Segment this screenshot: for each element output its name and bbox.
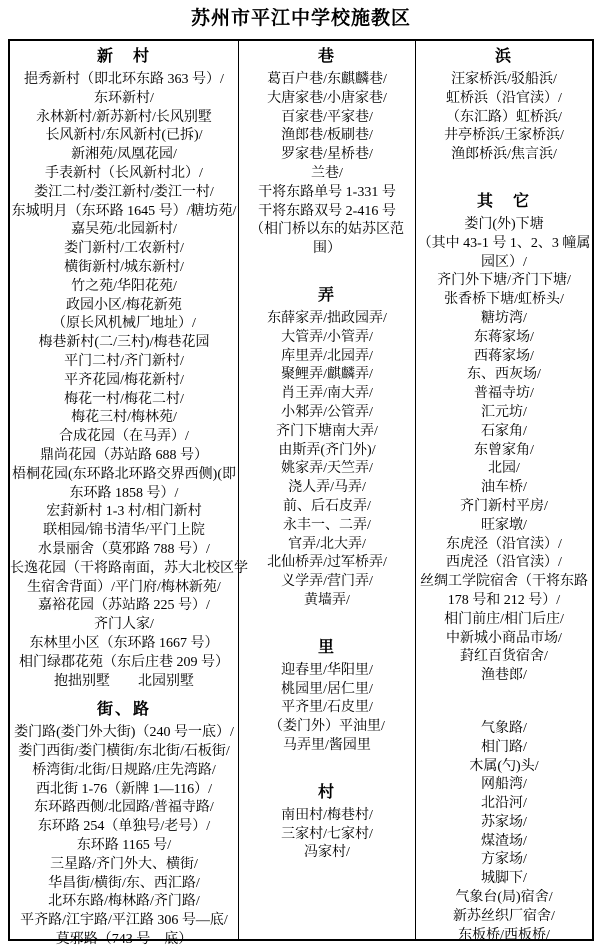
district-line: 葑红百货宿舍/ [460, 649, 548, 665]
district-line: 东板桥/西板桥/ [458, 927, 550, 943]
district-line: 井亭桥浜/王家桥浜/ [444, 128, 564, 144]
district-line: 丝绸工学院宿舍（干将东路 [420, 574, 588, 590]
district-line: 鼎尚花园（苏站路 688 号） [40, 447, 208, 463]
district-line: 娄江二村/娄江新村/娄江一村/ [34, 184, 214, 200]
district-line: 张香桥下塘/虹桥头/ [444, 292, 564, 308]
district-line: 娄门新村/工农新村/ [64, 241, 184, 257]
district-line: 煤渣场/ [481, 833, 527, 849]
district-line: 东虎泾（沿官渎）/ [446, 536, 562, 552]
district-line: 石家角/ [481, 423, 527, 439]
district-line: 气象台(局)宿舍/ [455, 890, 553, 906]
district-line: 西虎泾（沿官渎）/ [446, 555, 562, 571]
district-line: 北沿河/ [481, 796, 527, 812]
district-line: 嘉裕花园（苏站路 225 号）/ [38, 598, 210, 614]
section-header: 弄 [317, 286, 336, 304]
district-line: 旺家墩/ [481, 517, 527, 533]
district-line: 聚鲤弄/麒麟弄/ [281, 367, 373, 383]
district-line: 政园小区/梅花新苑 [66, 297, 182, 313]
district-line: 冯家村/ [304, 845, 350, 861]
section-header: 新 村 [96, 48, 151, 65]
district-line: 嘉吴苑/北园新村/ [71, 222, 177, 238]
district-line: 娄门(外)下塘 [464, 216, 544, 232]
district-line: （东汇路）虹桥浜/ [446, 109, 562, 125]
district-line: （其中 43-1 号 1、2、3 幢属 [417, 235, 591, 251]
district-line: 娄门西街/娄门横街/东北街/石板街/ [18, 744, 230, 760]
district-line: 横街新村/城东新村/ [64, 259, 184, 275]
district-line: 长风新村/东风新村(已拆)/ [45, 128, 203, 144]
district-line: 新湘苑/凤凰花园/ [71, 147, 177, 163]
district-line: 梅巷新村(二/三村)/梅巷花园 [38, 335, 210, 351]
district-line: 手表新村（长风新村北）/ [45, 165, 203, 181]
section-header: 村 [317, 783, 336, 801]
district-line: 莫邪路（743 号—底） [55, 932, 193, 948]
district-line: 平齐花园/梅花新村/ [64, 372, 184, 388]
district-line: 抱拙别墅 北园别墅 [54, 673, 194, 689]
district-line: 东、西灰场/ [467, 367, 541, 383]
district-line: 齐门人家/ [94, 617, 154, 633]
district-line: 东薛家弄/拙政园弄/ [267, 310, 387, 326]
district-line: 梅花三村/梅林苑/ [71, 410, 177, 426]
column-2 [239, 41, 416, 939]
district-line: 竹之苑/华阳花苑/ [71, 278, 177, 294]
column-3 [416, 41, 592, 943]
district-line: 中新城小商品市场/ [446, 630, 562, 646]
district-line: 长逸花园（干将路南面，苏大北校区学 [10, 560, 248, 576]
district-line: 三家村/七家村/ [281, 826, 373, 842]
district-line: 平齐里/石皮里/ [281, 700, 373, 716]
district-line: 水景丽舍（莫邪路 788 号）/ [38, 541, 210, 557]
district-line: 娄门路(娄门外大街)（240 号一底）/ [14, 725, 234, 741]
district-line: 肖王弄/南大弄/ [281, 386, 373, 402]
district-line: 园区）/ [481, 254, 527, 270]
district-line: 罗家巷/星桥巷/ [281, 147, 373, 163]
district-line: 官弄/北大弄/ [288, 536, 366, 552]
district-line: 齐门外下塘/齐门下塘/ [437, 273, 571, 289]
district-line: 前、后石皮弄/ [283, 498, 371, 514]
district-line: 渔巷郎/ [481, 668, 527, 684]
district-line: 马弄里/酱园里 [283, 737, 371, 753]
district-line: 东环路 254（单独号/老号）/ [37, 819, 211, 835]
district-table [8, 39, 594, 948]
district-line: 西蒋家场/ [474, 348, 534, 364]
district-line: 东林里小区（东环路 1667 号） [29, 635, 219, 651]
district-line: 黄墙弄/ [304, 592, 350, 608]
district-line: （相门桥以东的姑苏区范 [250, 222, 404, 238]
district-line: 永林新村/新苏新村/长风别墅 [36, 109, 212, 125]
district-line: 北环东路/梅林路/齐门路/ [48, 894, 200, 910]
district-line: 汇元坊/ [481, 404, 527, 420]
district-line: 渔郎桥浜/焦言浜/ [451, 147, 557, 163]
district-line: 梅花一村/梅花二村/ [64, 391, 184, 407]
district-line: 网船湾/ [481, 777, 527, 793]
district-line: 由斯弄(齐门外)/ [278, 442, 376, 458]
section-header: 浜 [494, 48, 513, 65]
district-line: 木属(勺)头/ [469, 758, 539, 774]
district-line: 桃园里/居仁里/ [281, 681, 373, 697]
district-line: 东城明月（东环路 1645 号）/糖坊苑/ [11, 203, 237, 219]
district-line: 油车桥/ [481, 480, 527, 496]
district-line: 小邾弄/公管弄/ [281, 404, 373, 420]
district-line: 围） [313, 241, 341, 257]
district-line: 平齐路/江宇路/平江路 306 号—底/ [20, 913, 228, 929]
section-header: 里 [317, 638, 336, 656]
district-line: 三星路/齐门外大、横街/ [50, 856, 198, 872]
district-line: 汪家桥浜/驳船浜/ [451, 72, 557, 87]
district-line: 联相园/锦书清华/平门上院 [43, 523, 205, 539]
district-line: 东环路西侧/北园路/普福寺路/ [34, 800, 214, 816]
section-header: 其 它 [476, 192, 531, 210]
district-line: 平门二村/齐门新村/ [64, 353, 184, 369]
district-line: 方家场/ [481, 852, 527, 868]
district-line: 北园/ [488, 461, 520, 477]
district-line: 梧桐花园(东环路北环路交界西侧)(即 [12, 466, 236, 482]
district-line: 东环新村/ [94, 90, 154, 106]
district-line: 178 号和 212 号）/ [447, 592, 561, 608]
district-line: 东曾家角/ [474, 442, 534, 458]
district-line: 东环路 1858 号）/ [69, 485, 179, 501]
district-line: 华昌街/横街/东、西汇路/ [48, 875, 200, 891]
district-line: 新苏丝织厂宿舍/ [453, 908, 555, 924]
district-line: 大管弄/小管弄/ [281, 329, 373, 345]
district-line: 百家巷/平家巷/ [281, 109, 373, 125]
district-line: 东环路 1165 号/ [76, 838, 172, 854]
page-title: 苏州市平江中学校施教区 [190, 8, 411, 29]
district-line: 齐门新村平房/ [460, 498, 548, 514]
district-line: 浇人弄/马弄/ [288, 480, 366, 496]
section-header: 巷 [317, 48, 336, 65]
district-line: 虹桥浜（沿官渎）/ [446, 90, 562, 106]
district-line: 城脚下/ [481, 871, 527, 887]
district-line: 桥湾街/北街/日规路/庄先湾路/ [32, 762, 216, 778]
district-line: 相门前庄/相门后庄/ [444, 611, 564, 627]
district-line: 南田村/梅巷村/ [281, 807, 373, 823]
district-line: 东蒋家场/ [474, 329, 534, 345]
district-line: 气象路/ [481, 720, 527, 736]
district-line [416, 686, 592, 720]
district-line: 干将东路单号 1-331 号 [258, 184, 396, 200]
district-line: 挹秀新村（即北环东路 363 号）/ [24, 72, 224, 87]
district-line: 义学弄/营门弄/ [281, 574, 373, 590]
district-line: 普福寺坊/ [474, 386, 534, 402]
district-line: 库里弄/北园弄/ [281, 348, 373, 364]
district-line: 大唐家巷/小唐家巷/ [267, 90, 387, 106]
district-line: 北仙桥弄/过军桥弄/ [267, 555, 387, 571]
district-line: 渔郎巷/板刷巷/ [281, 128, 373, 144]
district-line: 迎春里/华阳里/ [281, 662, 373, 678]
section-header: 街、路 [96, 701, 151, 719]
column-1 [10, 41, 248, 948]
district-line: 苏家场/ [481, 814, 527, 830]
district-line: 永丰一、二弄/ [283, 517, 371, 533]
district-line: 齐门下塘南大弄/ [276, 423, 378, 439]
district-line: 合成花园（在马弄）/ [59, 429, 189, 445]
district-line: 生宿舍背面）/平门府/梅林新苑/ [27, 579, 221, 595]
district-line: 葛百户巷/东麒麟巷/ [267, 72, 387, 87]
district-line: 相门绿郡花苑（东后庄巷 209 号） [19, 654, 229, 670]
district-line: 干将东路双号 2-416 号 [258, 203, 396, 219]
district-line: （原长风机械厂地址）/ [52, 316, 196, 332]
district-line: 糖坊湾/ [481, 310, 527, 326]
district-line: （娄门外）平油里/ [269, 719, 385, 735]
district-line: 姚家弄/天竺弄/ [281, 461, 373, 477]
district-line: 宏葑新村 1-3 村/相门新村 [46, 504, 202, 520]
district-line: 西北街 1-76（新牌 1—116）/ [35, 781, 213, 797]
district-line: 相门路/ [481, 739, 527, 755]
district-line: 兰巷/ [311, 165, 343, 181]
